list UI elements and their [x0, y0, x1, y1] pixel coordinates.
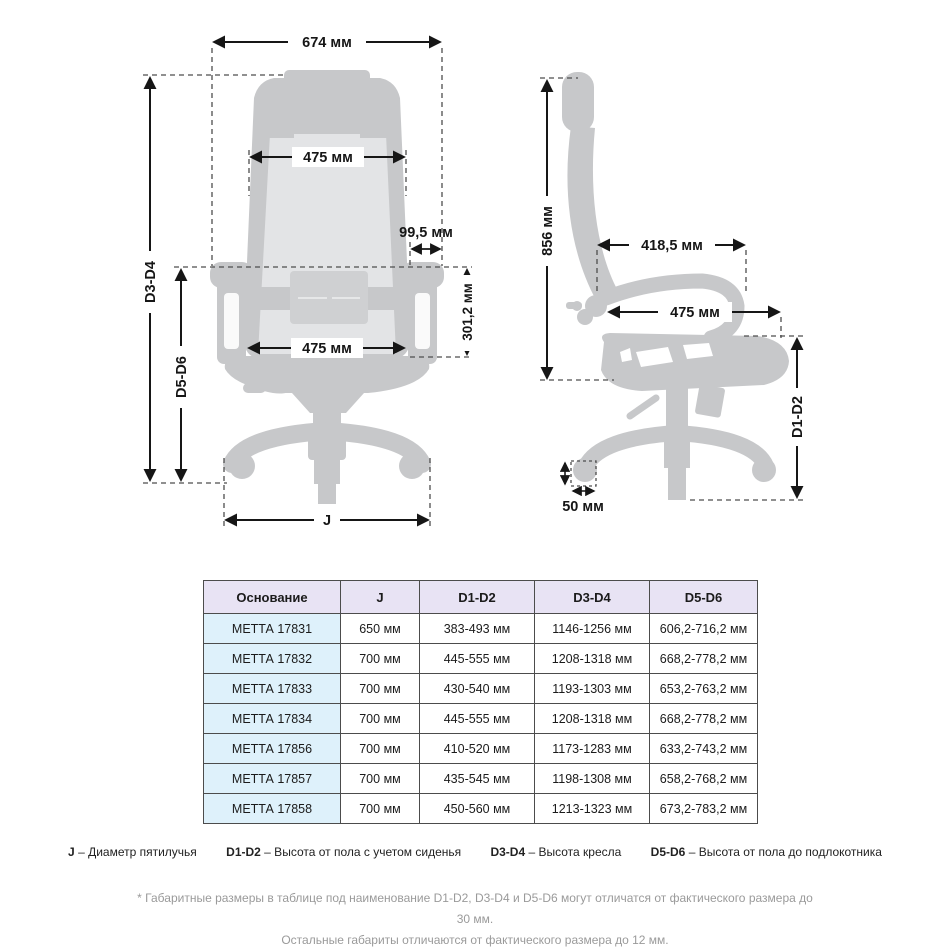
cell-d3d4: 1193-1303 мм — [535, 674, 650, 704]
legend-term: D5-D6 — [650, 845, 686, 859]
cell-d1d2: 450-560 мм — [420, 794, 535, 824]
cell-d1d2: 410-520 мм — [420, 734, 535, 764]
backrest-height-label: 856 мм — [540, 206, 556, 256]
cell-j: 700 мм — [341, 644, 420, 674]
armrest-offset-label: 99,5 мм — [399, 225, 453, 241]
d1d2-dimension-label: D1-D2 — [790, 396, 806, 438]
cell-d3d4: 1213-1323 мм — [535, 794, 650, 824]
legend-term: D1-D2 — [226, 845, 261, 859]
legend-desc: – Диаметр пятилучья — [74, 845, 197, 859]
legend-desc: – Высота от пола с учетом сиденья — [260, 845, 462, 859]
cell-j: 700 мм — [341, 674, 420, 704]
seat-width-label: 475 мм — [302, 341, 352, 357]
legend-item-d3d4 — [490, 845, 621, 859]
legend-item-j — [68, 845, 197, 859]
header-d1d2: D1-D2 — [420, 581, 535, 614]
cell-d1d2: 435-545 мм — [420, 764, 535, 794]
table-row — [204, 794, 758, 824]
caster-size-label: 50 мм — [562, 499, 604, 515]
cell-d5d6: 606,2-716,2 мм — [650, 614, 758, 644]
legend-item-d1d2 — [226, 845, 461, 859]
table-row — [204, 704, 758, 734]
header-d5d6: D5-D6 — [650, 581, 758, 614]
cell-d1d2: 445-555 мм — [420, 644, 535, 674]
table-row — [204, 644, 758, 674]
cell-d3d4: 1208-1318 мм — [535, 644, 650, 674]
cell-d5d6: 668,2-778,2 мм — [650, 704, 758, 734]
cell-d5d6: 658,2-768,2 мм — [650, 764, 758, 794]
cell-d5d6: 673,2-783,2 мм — [650, 794, 758, 824]
overall-width-label: 674 мм — [302, 35, 352, 51]
cell-j: 700 мм — [341, 734, 420, 764]
footnote-line-1: * Габаритные размеры в таблице под наименование D1-D2, D3-D4 и D5-D6 могут отличатся от фактического размера до 30 мм. — [137, 891, 813, 926]
cell-j: 650 мм — [341, 614, 420, 644]
table-header-row — [204, 581, 758, 614]
cell-base: МЕТТА 17856 — [204, 734, 341, 764]
cell-d1d2: 430-540 мм — [420, 674, 535, 704]
armrest-depth-label: 418,5 мм — [641, 238, 703, 254]
base-diameter-label: J — [322, 513, 332, 529]
cell-j: 700 мм — [341, 794, 420, 824]
footnote-line-2: Остальные габариты отличаются от фактического размера до 12 мм. — [281, 933, 669, 947]
cell-d5d6: 668,2-778,2 мм — [650, 644, 758, 674]
d5d6-dimension-label: D5-D6 — [174, 356, 190, 398]
cell-base: МЕТТА 17857 — [204, 764, 341, 794]
cell-d3d4: 1173-1283 мм — [535, 734, 650, 764]
cell-d5d6: 633,2-743,2 мм — [650, 734, 758, 764]
cell-d3d4: 1208-1318 мм — [535, 704, 650, 734]
chair-side-view-silhouette — [562, 72, 789, 500]
dimensions-table — [203, 580, 758, 824]
cell-d1d2: 445-555 мм — [420, 704, 535, 734]
cell-j: 700 мм — [341, 704, 420, 734]
cell-d3d4: 1146-1256 мм — [535, 614, 650, 644]
chair-back-view-silhouette — [210, 70, 444, 504]
legend-term: D3-D4 — [490, 845, 526, 859]
seat-depth-label: 475 мм — [670, 305, 720, 321]
legend-desc: – Высота от пола до подлокотника — [685, 845, 882, 859]
table-row — [204, 614, 758, 644]
cell-j: 700 мм — [341, 764, 420, 794]
header-j: J — [341, 581, 420, 614]
legend-desc: – Высота кресла — [525, 845, 622, 859]
table-row — [204, 674, 758, 704]
legend-term: J — [68, 845, 75, 859]
backrest-width-label: 475 мм — [303, 150, 353, 166]
cell-d3d4: 1198-1308 мм — [535, 764, 650, 794]
legend-item-d5d6 — [651, 845, 882, 859]
dimension-legend — [0, 845, 950, 859]
cell-base: МЕТТА 17834 — [204, 704, 341, 734]
table-row — [204, 734, 758, 764]
cell-d1d2: 383-493 мм — [420, 614, 535, 644]
cell-base: МЕТТА 17833 — [204, 674, 341, 704]
seat-to-armrest-height-label: 301,2 мм — [460, 283, 475, 341]
cell-base: МЕТТА 17858 — [204, 794, 341, 824]
cell-base: МЕТТА 17831 — [204, 614, 341, 644]
size-tolerance-footnote — [135, 888, 815, 950]
header-base: Основание — [204, 581, 341, 614]
cell-base: МЕТТА 17832 — [204, 644, 341, 674]
cell-d5d6: 653,2-763,2 мм — [650, 674, 758, 704]
header-d3d4: D3-D4 — [535, 581, 650, 614]
table-row — [204, 764, 758, 794]
d3d4-dimension-label: D3-D4 — [143, 261, 159, 303]
